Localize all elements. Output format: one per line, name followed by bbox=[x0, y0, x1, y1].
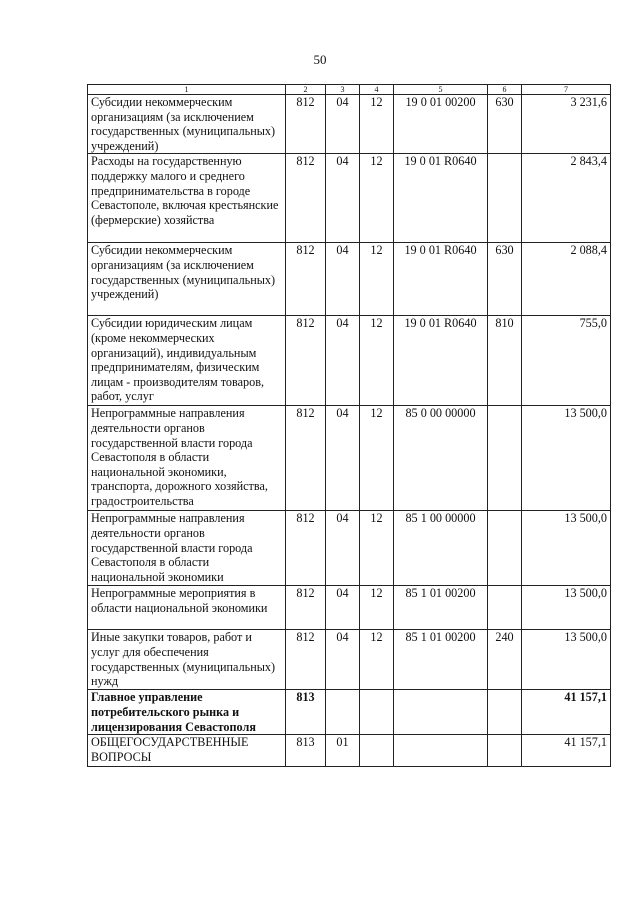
row-section-code: 04 bbox=[326, 243, 360, 316]
row-amount: 13 500,0 bbox=[522, 511, 611, 586]
row-section-code: 04 bbox=[326, 406, 360, 511]
table-row bbox=[88, 586, 611, 630]
column-number: 1 bbox=[88, 85, 286, 95]
row-ministry-code: 812 bbox=[286, 586, 326, 630]
row-name: ОБЩЕГОСУДАРСТВЕННЫЕ ВОПРОСЫ bbox=[88, 735, 286, 767]
row-expense-type bbox=[488, 511, 522, 586]
row-target-code: 19 0 01 R0640 bbox=[394, 243, 488, 316]
table-row bbox=[88, 630, 611, 690]
row-name: Главное управление потребительского рынка и лицензирования Севастополя bbox=[88, 690, 286, 735]
column-number: 2 bbox=[286, 85, 326, 95]
row-section-code: 04 bbox=[326, 511, 360, 586]
row-expense-type bbox=[488, 406, 522, 511]
budget-table bbox=[87, 84, 611, 767]
row-ministry-code: 812 bbox=[286, 154, 326, 243]
column-number: 7 bbox=[522, 85, 611, 95]
row-expense-type bbox=[488, 735, 522, 767]
column-number: 6 bbox=[488, 85, 522, 95]
row-expense-type bbox=[488, 690, 522, 735]
row-ministry-code: 813 bbox=[286, 690, 326, 735]
row-section-code: 04 bbox=[326, 586, 360, 630]
row-target-code: 19 0 01 R0640 bbox=[394, 154, 488, 243]
row-amount: 13 500,0 bbox=[522, 586, 611, 630]
row-name: Расходы на государственную поддержку малого и среднего предпринимательства в городе Севастополе, включая крестьянские (фермерские) хозяйства bbox=[88, 154, 286, 243]
row-expense-type bbox=[488, 154, 522, 243]
row-subsection-code: 12 bbox=[360, 243, 394, 316]
row-section-code: 04 bbox=[326, 154, 360, 243]
row-target-code: 85 1 00 00000 bbox=[394, 511, 488, 586]
row-amount: 41 157,1 bbox=[522, 690, 611, 735]
row-target-code: 85 0 00 00000 bbox=[394, 406, 488, 511]
table-row bbox=[88, 154, 611, 243]
row-subsection-code: 12 bbox=[360, 154, 394, 243]
row-subsection-code: 12 bbox=[360, 511, 394, 586]
column-number: 5 bbox=[394, 85, 488, 95]
row-target-code: 19 0 01 R0640 bbox=[394, 316, 488, 406]
row-amount: 41 157,1 bbox=[522, 735, 611, 767]
row-expense-type: 240 bbox=[488, 630, 522, 690]
row-subsection-code: 12 bbox=[360, 95, 394, 154]
row-subsection-code: 12 bbox=[360, 586, 394, 630]
row-section-code: 04 bbox=[326, 630, 360, 690]
row-amount: 3 231,6 bbox=[522, 95, 611, 154]
row-amount: 13 500,0 bbox=[522, 406, 611, 511]
row-ministry-code: 812 bbox=[286, 511, 326, 586]
row-expense-type: 810 bbox=[488, 316, 522, 406]
row-ministry-code: 813 bbox=[286, 735, 326, 767]
row-name: Непрограммные направления деятельности органов государственной власти города Севастополя в области национальной экономики, транспорта, дорожного хозяйства, градостроительства bbox=[88, 406, 286, 511]
row-ministry-code: 812 bbox=[286, 630, 326, 690]
row-target-code bbox=[394, 735, 488, 767]
row-subsection-code bbox=[360, 735, 394, 767]
table-row bbox=[88, 243, 611, 316]
row-subsection-code: 12 bbox=[360, 406, 394, 511]
row-expense-type: 630 bbox=[488, 243, 522, 316]
row-subsection-code bbox=[360, 690, 394, 735]
row-section-code bbox=[326, 690, 360, 735]
row-section-code: 01 bbox=[326, 735, 360, 767]
row-ministry-code: 812 bbox=[286, 95, 326, 154]
row-section-code: 04 bbox=[326, 316, 360, 406]
row-amount: 755,0 bbox=[522, 316, 611, 406]
row-amount: 2 088,4 bbox=[522, 243, 611, 316]
table-row bbox=[88, 95, 611, 154]
table-row bbox=[88, 511, 611, 586]
row-name: Субсидии юридическим лицам (кроме некоммерческих организаций), индивидуальным предпринимателям, физическим лицам - производителям товаров, работ, услуг bbox=[88, 316, 286, 406]
column-number: 4 bbox=[360, 85, 394, 95]
row-name: Непрограммные направления деятельности органов государственной власти города Севастополя в области национальной экономики bbox=[88, 511, 286, 586]
page-number: 50 bbox=[313, 52, 327, 67]
row-section-code: 04 bbox=[326, 95, 360, 154]
row-target-code: 19 0 01 00200 bbox=[394, 95, 488, 154]
row-amount: 2 843,4 bbox=[522, 154, 611, 243]
row-subsection-code: 12 bbox=[360, 630, 394, 690]
row-name: Субсидии некоммерческим организациям (за исключением государственных (муниципальных) учреждений) bbox=[88, 95, 286, 154]
table-row bbox=[88, 316, 611, 406]
row-target-code: 85 1 01 00200 bbox=[394, 586, 488, 630]
column-number-row bbox=[88, 85, 611, 95]
table-row bbox=[88, 406, 611, 511]
row-amount: 13 500,0 bbox=[522, 630, 611, 690]
row-expense-type bbox=[488, 586, 522, 630]
column-number: 3 bbox=[326, 85, 360, 95]
row-expense-type: 630 bbox=[488, 95, 522, 154]
row-ministry-code: 812 bbox=[286, 243, 326, 316]
row-ministry-code: 812 bbox=[286, 406, 326, 511]
row-name: Непрограммные мероприятия в области национальной экономики bbox=[88, 586, 286, 630]
row-ministry-code: 812 bbox=[286, 316, 326, 406]
row-target-code: 85 1 01 00200 bbox=[394, 630, 488, 690]
row-name: Иные закупки товаров, работ и услуг для обеспечения государственных (муниципальных) нужд bbox=[88, 630, 286, 690]
table-row bbox=[88, 690, 611, 735]
table-row bbox=[88, 735, 611, 767]
row-subsection-code: 12 bbox=[360, 316, 394, 406]
row-name: Субсидии некоммерческим организациям (за исключением государственных (муниципальных) учреждений) bbox=[88, 243, 286, 316]
row-target-code bbox=[394, 690, 488, 735]
